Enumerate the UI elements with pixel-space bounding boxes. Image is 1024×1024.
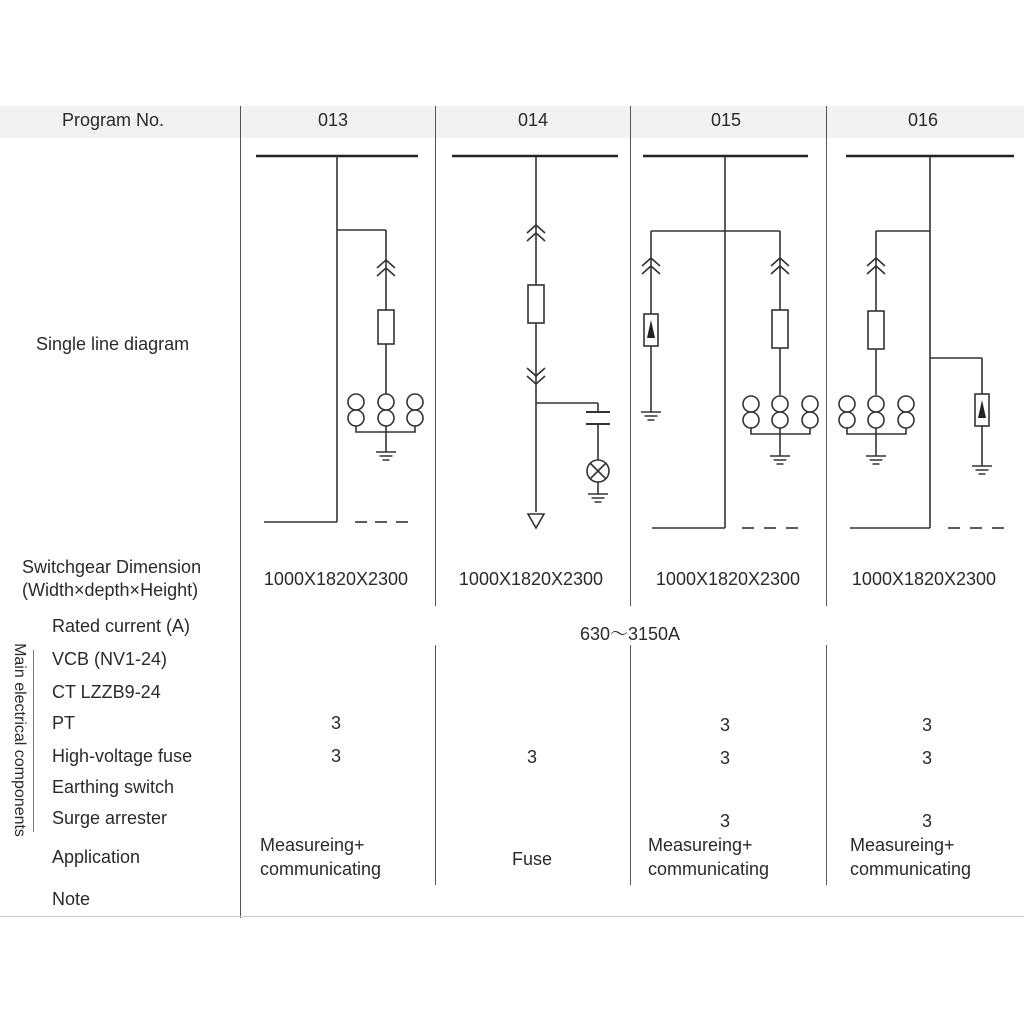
- surge-arrester-label: Surge arrester: [52, 808, 168, 828]
- surge-015: 3: [719, 811, 730, 831]
- pt-label: PT: [52, 713, 76, 733]
- note-label: Note: [52, 889, 91, 909]
- pt-013: 3: [330, 713, 341, 733]
- single-line-diagram-label: Single line diagram: [36, 334, 190, 354]
- main-components-group-label: Main electrical components: [11, 643, 28, 837]
- fuse-label: High-voltage fuse: [52, 746, 193, 766]
- diagram-015: [641, 156, 818, 528]
- earthing-switch-label: Earthing switch: [52, 777, 175, 797]
- rated-current-value: 630～3150A: [579, 624, 681, 644]
- fuse-013: 3: [330, 746, 341, 766]
- group-bracket: [33, 650, 34, 832]
- dimension-014: 1000X1820X2300: [458, 569, 604, 589]
- application-014: Fuse: [511, 849, 553, 869]
- dimension-label: Switchgear Dimension: [22, 557, 202, 577]
- pt-015: 3: [719, 715, 730, 735]
- application-015-line2: communicating: [648, 859, 770, 879]
- fuse-015: 3: [719, 748, 730, 768]
- diagram-014: [452, 156, 618, 528]
- vcb-label: VCB (NV1-24): [52, 649, 168, 669]
- ct-label: CT LZZB9-24: [52, 682, 161, 702]
- fuse-014: 3: [526, 747, 537, 767]
- application-013-line2: communicating: [260, 859, 382, 879]
- application-016-line1: Measureing+: [850, 835, 955, 855]
- rated-current-label: Rated current (A): [52, 616, 191, 636]
- application-015-line1: Measureing+: [648, 835, 753, 855]
- diagram-013: [256, 156, 423, 522]
- diagram-016: [839, 156, 1014, 528]
- application-label: Application: [52, 847, 141, 867]
- program-015: 015: [710, 110, 742, 130]
- dimension-sublabel: (Width×depth×Height): [22, 580, 199, 600]
- application-016-line2: communicating: [850, 859, 972, 879]
- dimension-016: 1000X1820X2300: [851, 569, 997, 589]
- program-no-label: Program No.: [62, 110, 165, 130]
- program-016: 016: [907, 110, 939, 130]
- program-014: 014: [517, 110, 549, 130]
- program-013: 013: [317, 110, 349, 130]
- application-013-line1: Measureing+: [260, 835, 365, 855]
- fuse-016: 3: [921, 748, 932, 768]
- surge-016: 3: [921, 811, 932, 831]
- dimension-013: 1000X1820X2300: [263, 569, 409, 589]
- dimension-015: 1000X1820X2300: [655, 569, 801, 589]
- pt-016: 3: [921, 715, 932, 735]
